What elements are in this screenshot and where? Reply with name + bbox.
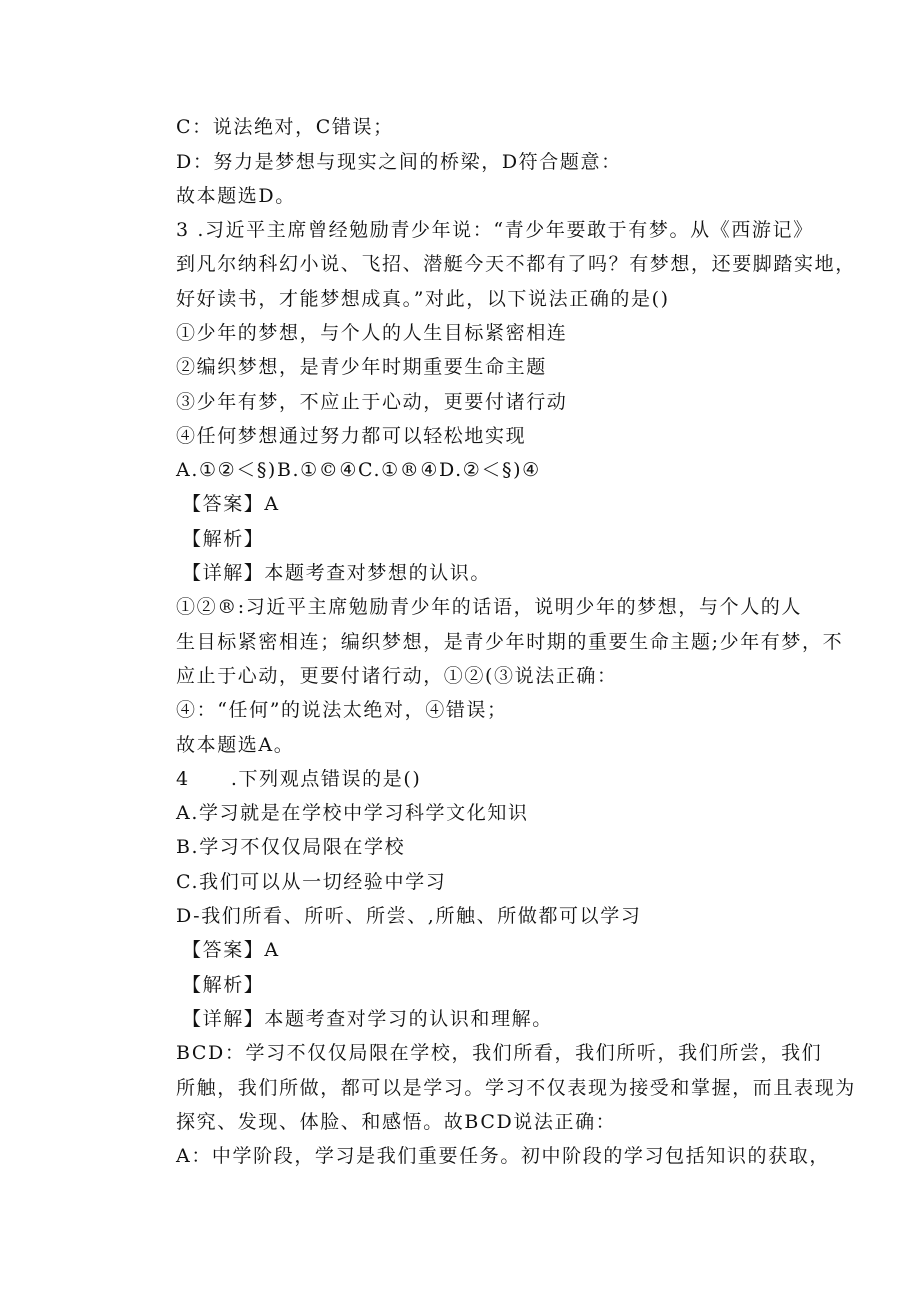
- question-3-stem: 3 .习近平主席曾经勉励青少年说：“青少年要敢于有梦。从《西游记》: [176, 219, 814, 241]
- text-line: C：说法绝对，C错误；: [176, 116, 394, 138]
- text-line: ①②®:习近平主席勉励青少年的话语，说明少年的梦想，与个人的人: [176, 596, 803, 618]
- option-b: B.学习不仅仅局限在学校: [176, 836, 406, 858]
- text-line: A：中学阶段，学习是我们重要任务。初中阶段的学习包括知识的获取，: [176, 1145, 830, 1167]
- option-statement: ④任何梦想通过努力都可以轻松地实现: [176, 425, 527, 447]
- text-line: 应止于心动，更要付诸行动，①②(③说法正确：: [176, 665, 618, 687]
- analysis-label: 【解析】: [182, 974, 265, 996]
- text-line: 所触，我们所做，都可以是学习。学习不仅表现为接受和掌握，而且表现为: [176, 1077, 856, 1099]
- answer-label: 【答案】A: [182, 939, 280, 961]
- answer-choices: A.①②＜§)B.①©④C.①®④D.②＜§)④: [176, 459, 541, 481]
- text-line: D：努力是梦想与现实之间的桥梁，D符合题意：: [176, 151, 622, 173]
- text-line: 故本题选D。: [176, 185, 296, 207]
- text-line: 故本题选A。: [176, 734, 295, 756]
- text-line: ④：“任何”的说法太绝对，④错误；: [176, 699, 508, 721]
- text-line: 探究、发现、体脸、和感悟。故BCD说法正确：: [176, 1111, 617, 1133]
- option-d: D-我们所看、所听、所尝、,所触、所做都可以学习: [176, 905, 642, 927]
- detail-label: 【详解】本题考查对梦想的认识。: [182, 562, 492, 584]
- text-line: 到凡尔纳科幻小说、飞招、潜艇今天不都有了吗？有梦想，还要脚踏实地，: [176, 253, 856, 275]
- text-line: BCD：学习不仅仅局限在学校，我们所看，我们所听，我们所尝，我们: [176, 1042, 823, 1064]
- option-a: A.学习就是在学校中学习科学文化知识: [176, 802, 529, 824]
- option-statement: ①少年的梦想，与个人的人生目标紧密相连: [176, 322, 568, 344]
- detail-label: 【详解】本题考查对学习的认识和理解。: [182, 1008, 553, 1030]
- text-line: 生目标紧密相连；编织梦想，是青少年时期的重要生命主题;少年有梦，不: [176, 631, 844, 653]
- answer-label: 【答案】A: [182, 493, 280, 515]
- text-line: 好好读书，才能梦想成真。”对此，以下说法正确的是(): [176, 288, 670, 310]
- analysis-label: 【解析】: [182, 528, 265, 550]
- option-statement: ③少年有梦，不应止于心动，更要付诸行动: [176, 391, 568, 413]
- question-4-stem: 4 .下列观点错误的是(): [176, 768, 422, 790]
- option-statement: ②编织梦想，是青少年时期重要生命主题: [176, 356, 547, 378]
- option-c: C.我们可以从一切经验中学习: [176, 871, 447, 893]
